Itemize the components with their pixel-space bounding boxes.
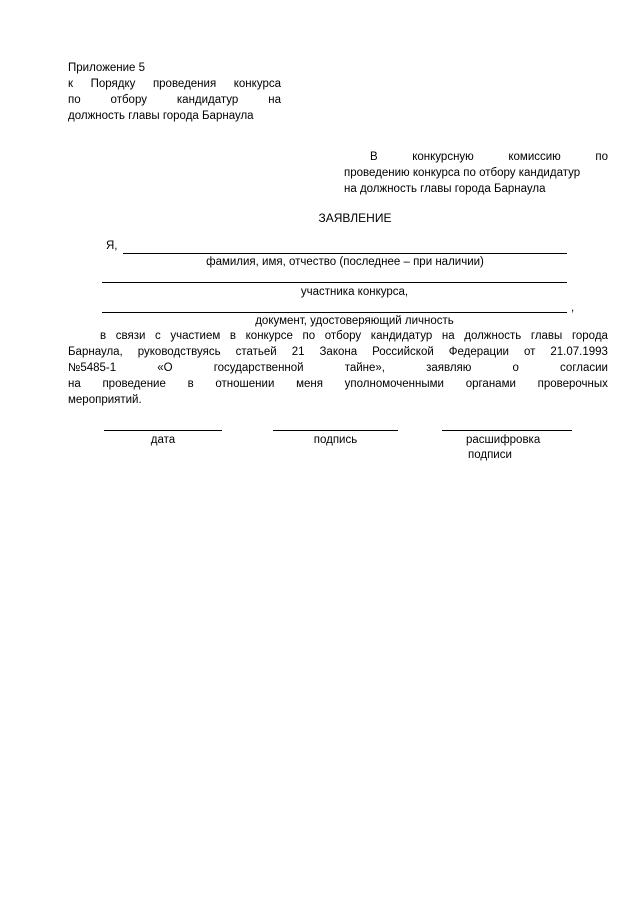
word: «О [157,362,173,374]
word: тайне», [344,362,385,374]
word: заявляю [426,362,472,374]
word: Закона [319,346,358,358]
word: отношении [215,378,275,390]
word: с [155,330,161,342]
word: города [571,330,608,342]
participant-caption: участника конкурса, [300,286,409,298]
body-line-3 [68,362,608,374]
document-caption: документ, удостоверяющий личность [255,315,454,327]
word: Порядку [90,78,136,90]
word: кандидатур [370,330,433,342]
word: в [229,330,237,342]
word: по [302,330,316,342]
appendix-line-3 [68,94,281,106]
word: проведения [152,78,217,90]
word: конкурсную [412,151,474,163]
word: от [523,346,536,358]
document-title: ЗАЯВЛЕНИЕ [318,211,392,225]
signature-input-line[interactable] [273,430,398,431]
word: №5485-1 [68,362,117,374]
word: отбору [324,330,362,342]
word: конкурсе [245,330,293,342]
word: конкурса [233,78,281,90]
word: по [68,94,81,106]
body-line-5: мероприятий. [68,394,142,406]
word: кандидатур [176,94,239,106]
signature-label: подпись [313,434,358,446]
decoding-label-2: подписи [468,449,512,461]
appendix-line-2 [68,78,281,90]
date-input-line[interactable] [104,430,222,431]
word: государственной [213,362,304,374]
word: Барнаула, [68,346,123,358]
fio-caption: фамилия, имя, отчество (последнее – при наличии) [206,256,484,268]
word: Российской [372,346,434,358]
addressee-line-3: на должность главы города Барнаула [344,183,546,195]
date-label: дата [150,434,176,446]
document-comma: , [571,302,575,314]
decoding-input-line[interactable] [442,430,572,431]
word: меня [296,378,323,390]
document-input-line[interactable] [102,312,567,313]
word: В [370,151,378,163]
word: должность [464,330,522,342]
word: о [512,362,519,374]
word: отбору [110,94,147,106]
word: по [595,151,608,163]
word: статьей [235,346,277,358]
word: связи [115,330,146,342]
fio-continuation-line[interactable] [102,282,567,283]
word: 21.07.1993 [550,346,608,358]
word: проведение [102,378,166,390]
appendix-line-1: Приложение 5 [68,62,146,74]
addressee-line-2: проведению конкурса по отбору кандидатур [344,167,581,179]
word: 21 [291,346,305,358]
word: на [441,330,455,342]
word: в [187,378,194,390]
word: руководствуясь [137,346,221,358]
word: органами [465,378,516,390]
word: согласии [560,362,608,374]
body-line-1 [100,330,608,342]
decoding-label-1: расшифровка [466,434,541,446]
word: главы [530,330,563,342]
fio-input-line[interactable] [123,253,567,254]
word: на [268,94,281,106]
word: к [68,78,74,90]
word: уполномоченными [344,378,444,390]
ya-label: Я, [106,240,118,252]
word: в [100,330,107,342]
word: комиссию [508,151,561,163]
word: на [68,378,81,390]
word: Федерации [448,346,509,358]
addressee-line-1 [370,151,608,163]
body-line-2 [68,346,608,358]
word: проверочных [537,378,608,390]
body-line-4 [68,378,608,390]
appendix-line-4: должность главы города Барнаула [68,110,254,122]
word: участием [170,330,221,342]
